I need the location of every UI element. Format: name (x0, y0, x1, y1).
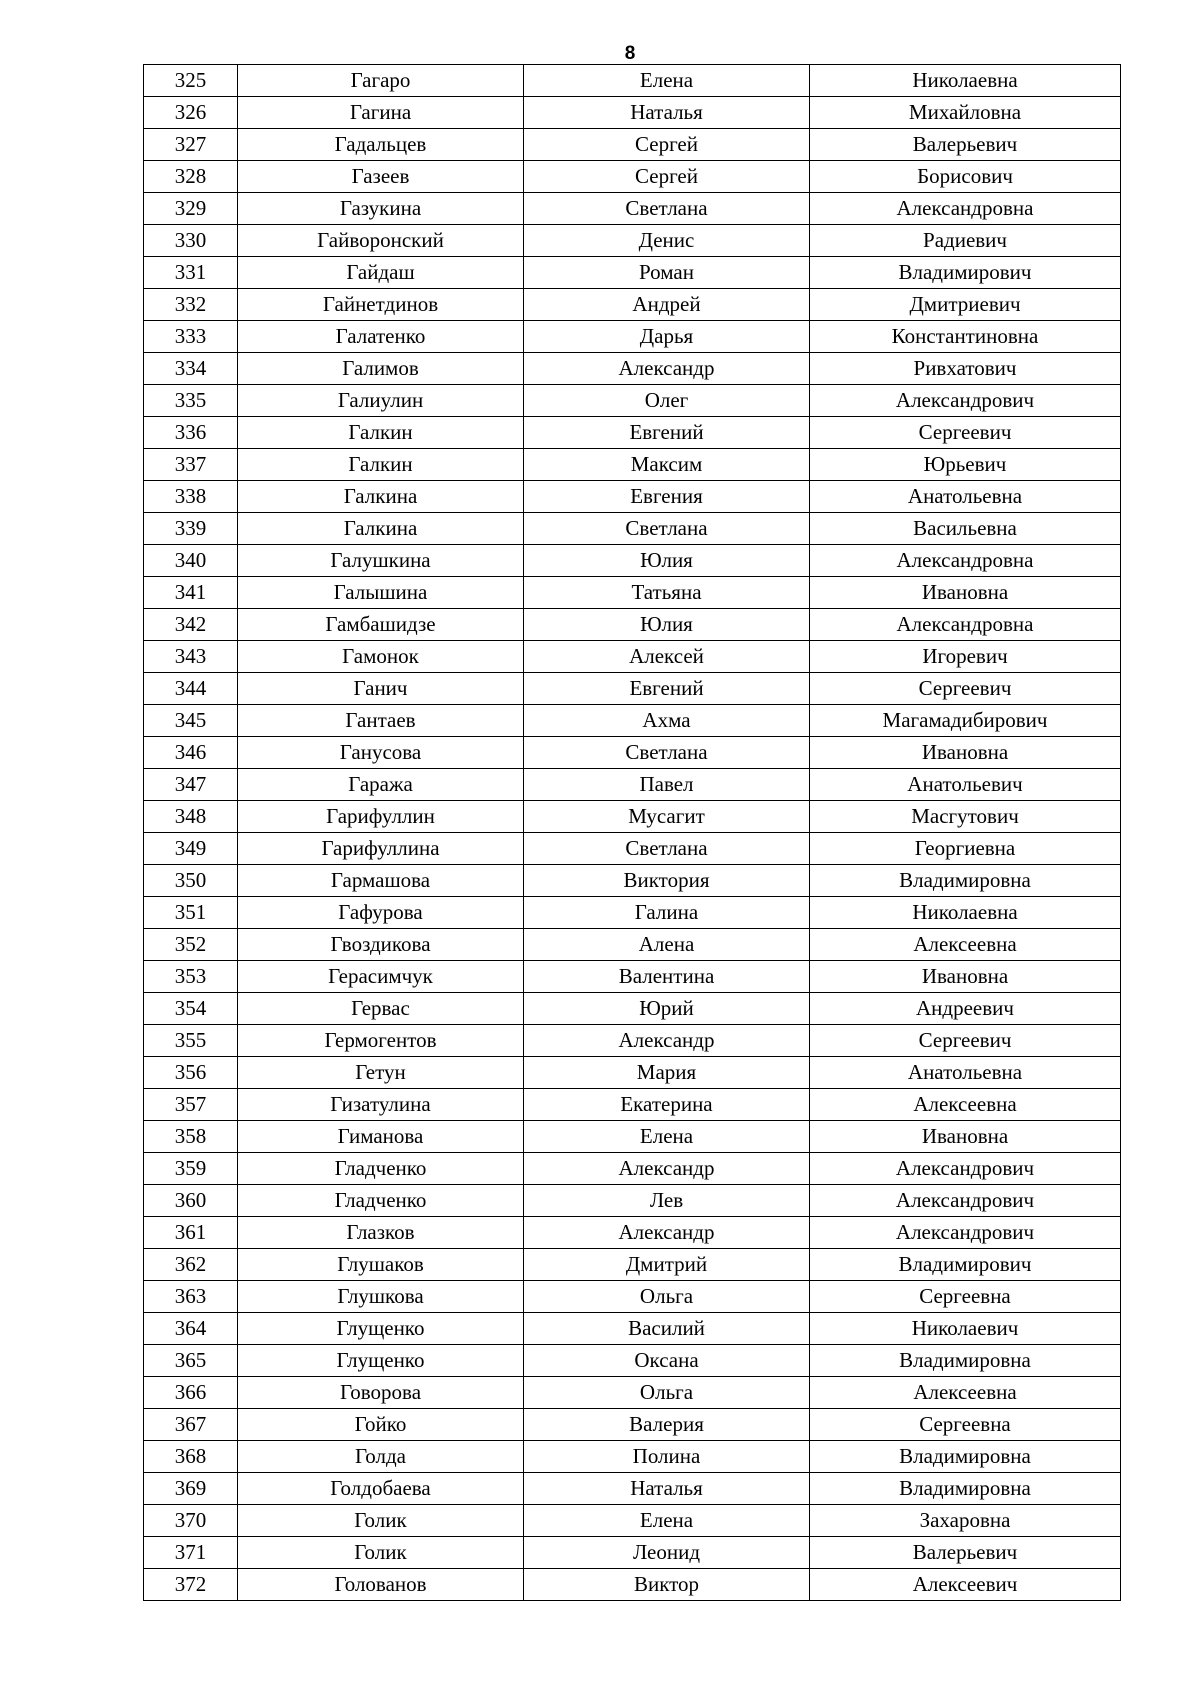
first-name-cell: Наталья (524, 1473, 810, 1505)
first-name-cell: Александр (524, 1025, 810, 1057)
surname-cell: Гадальцев (238, 129, 524, 161)
row-number: 330 (144, 225, 238, 257)
surname-cell: Глущенко (238, 1345, 524, 1377)
row-number: 366 (144, 1377, 238, 1409)
patronymic-cell: Алексеевич (810, 1569, 1121, 1601)
first-name-cell: Александр (524, 353, 810, 385)
surname-cell: Гладченко (238, 1185, 524, 1217)
table-row (144, 481, 1121, 513)
surname-cell: Газукина (238, 193, 524, 225)
first-name-cell: Юлия (524, 545, 810, 577)
table-row (144, 961, 1121, 993)
patronymic-cell: Валерьевич (810, 1537, 1121, 1569)
table-row (144, 1441, 1121, 1473)
surname-cell: Галиулин (238, 385, 524, 417)
surname-cell: Гвоздикова (238, 929, 524, 961)
table-row (144, 65, 1121, 97)
first-name-cell: Дарья (524, 321, 810, 353)
row-number: 355 (144, 1025, 238, 1057)
patronymic-cell: Михайловна (810, 97, 1121, 129)
table-row (144, 1249, 1121, 1281)
table-row (144, 609, 1121, 641)
table-row (144, 257, 1121, 289)
patronymic-cell: Александрович (810, 1217, 1121, 1249)
table-row (144, 897, 1121, 929)
patronymic-cell: Ривхатович (810, 353, 1121, 385)
first-name-cell: Алена (524, 929, 810, 961)
patronymic-cell: Александровна (810, 545, 1121, 577)
patronymic-cell: Александровна (810, 193, 1121, 225)
patronymic-cell: Сергеевич (810, 417, 1121, 449)
row-number: 363 (144, 1281, 238, 1313)
first-name-cell: Олег (524, 385, 810, 417)
table-row (144, 385, 1121, 417)
patronymic-cell: Алексеевна (810, 929, 1121, 961)
first-name-cell: Сергей (524, 161, 810, 193)
row-number: 332 (144, 289, 238, 321)
surname-cell: Гагина (238, 97, 524, 129)
surname-cell: Галкин (238, 449, 524, 481)
row-number: 364 (144, 1313, 238, 1345)
surname-cell: Гантаев (238, 705, 524, 737)
table-row (144, 545, 1121, 577)
table-row (144, 1313, 1121, 1345)
first-name-cell: Евгения (524, 481, 810, 513)
table-row (144, 97, 1121, 129)
row-number: 340 (144, 545, 238, 577)
row-number: 329 (144, 193, 238, 225)
row-number: 348 (144, 801, 238, 833)
table-row (144, 225, 1121, 257)
first-name-cell: Ахма (524, 705, 810, 737)
table-row (144, 1057, 1121, 1089)
surname-cell: Галушкина (238, 545, 524, 577)
row-number: 345 (144, 705, 238, 737)
table-row (144, 801, 1121, 833)
patronymic-cell: Анатольевна (810, 1057, 1121, 1089)
patronymic-cell: Александрович (810, 1185, 1121, 1217)
surname-cell: Гагаро (238, 65, 524, 97)
table-row (144, 1505, 1121, 1537)
row-number: 346 (144, 737, 238, 769)
patronymic-cell: Николаевна (810, 65, 1121, 97)
row-number: 351 (144, 897, 238, 929)
row-number: 350 (144, 865, 238, 897)
first-name-cell: Роман (524, 257, 810, 289)
patronymic-cell: Владимировна (810, 1473, 1121, 1505)
row-number: 339 (144, 513, 238, 545)
table-row (144, 1409, 1121, 1441)
row-number: 358 (144, 1121, 238, 1153)
first-name-cell: Светлана (524, 193, 810, 225)
patronymic-cell: Ивановна (810, 961, 1121, 993)
patronymic-cell: Александрович (810, 1153, 1121, 1185)
first-name-cell: Виктор (524, 1569, 810, 1601)
surname-cell: Говорова (238, 1377, 524, 1409)
table-row (144, 769, 1121, 801)
surname-cell: Гарифуллин (238, 801, 524, 833)
table-row (144, 417, 1121, 449)
surname-cell: Галышина (238, 577, 524, 609)
row-number: 326 (144, 97, 238, 129)
first-name-cell: Ольга (524, 1377, 810, 1409)
surname-cell: Глушкова (238, 1281, 524, 1313)
table-row (144, 129, 1121, 161)
row-number: 370 (144, 1505, 238, 1537)
row-number: 368 (144, 1441, 238, 1473)
first-name-cell: Валерия (524, 1409, 810, 1441)
row-number: 336 (144, 417, 238, 449)
page-number: 8 (624, 43, 636, 64)
patronymic-cell: Александровна (810, 609, 1121, 641)
patronymic-cell: Георгиевна (810, 833, 1121, 865)
surname-cell: Газеев (238, 161, 524, 193)
table-row (144, 449, 1121, 481)
patronymic-cell: Константиновна (810, 321, 1121, 353)
table-row (144, 1089, 1121, 1121)
surname-cell: Гарифуллина (238, 833, 524, 865)
surname-cell: Ганич (238, 673, 524, 705)
first-name-cell: Александр (524, 1217, 810, 1249)
patronymic-cell: Алексеевна (810, 1089, 1121, 1121)
first-name-cell: Татьяна (524, 577, 810, 609)
row-number: 335 (144, 385, 238, 417)
row-number: 372 (144, 1569, 238, 1601)
surname-cell: Гермогентов (238, 1025, 524, 1057)
surname-cell: Галимов (238, 353, 524, 385)
row-number: 360 (144, 1185, 238, 1217)
patronymic-cell: Николаевич (810, 1313, 1121, 1345)
patronymic-cell: Игоревич (810, 641, 1121, 673)
patronymic-cell: Сергеевна (810, 1281, 1121, 1313)
patronymic-cell: Васильевна (810, 513, 1121, 545)
row-number: 325 (144, 65, 238, 97)
first-name-cell: Светлана (524, 513, 810, 545)
patronymic-cell: Юрьевич (810, 449, 1121, 481)
table-row (144, 289, 1121, 321)
patronymic-cell: Валерьевич (810, 129, 1121, 161)
row-number: 371 (144, 1537, 238, 1569)
surname-cell: Голованов (238, 1569, 524, 1601)
patronymic-cell: Магамадибирович (810, 705, 1121, 737)
row-number: 344 (144, 673, 238, 705)
surname-cell: Гайнетдинов (238, 289, 524, 321)
first-name-cell: Екатерина (524, 1089, 810, 1121)
first-name-cell: Валентина (524, 961, 810, 993)
row-number: 365 (144, 1345, 238, 1377)
patronymic-cell: Владимирович (810, 257, 1121, 289)
first-name-cell: Полина (524, 1441, 810, 1473)
table-row (144, 321, 1121, 353)
patronymic-cell: Анатольевна (810, 481, 1121, 513)
surname-cell: Гервас (238, 993, 524, 1025)
table-row (144, 1153, 1121, 1185)
first-name-cell: Галина (524, 897, 810, 929)
first-name-cell: Мусагит (524, 801, 810, 833)
patronymic-cell: Николаевна (810, 897, 1121, 929)
first-name-cell: Дмитрий (524, 1249, 810, 1281)
table-row (144, 1217, 1121, 1249)
surname-cell: Голдобаева (238, 1473, 524, 1505)
surname-cell: Галкина (238, 481, 524, 513)
first-name-cell: Оксана (524, 1345, 810, 1377)
patronymic-cell: Радиевич (810, 225, 1121, 257)
patronymic-cell: Владимировна (810, 1441, 1121, 1473)
surname-cell: Гармашова (238, 865, 524, 897)
surname-cell: Гладченко (238, 1153, 524, 1185)
first-name-cell: Максим (524, 449, 810, 481)
table-row (144, 705, 1121, 737)
patronymic-cell: Ивановна (810, 577, 1121, 609)
patronymic-cell: Александрович (810, 385, 1121, 417)
patronymic-cell: Дмитриевич (810, 289, 1121, 321)
patronymic-cell: Ивановна (810, 1121, 1121, 1153)
surname-cell: Глущенко (238, 1313, 524, 1345)
patronymic-cell: Анатольевич (810, 769, 1121, 801)
row-number: 338 (144, 481, 238, 513)
patronymic-cell: Борисович (810, 161, 1121, 193)
table-row (144, 161, 1121, 193)
row-number: 334 (144, 353, 238, 385)
roster-body (144, 65, 1121, 1601)
row-number: 352 (144, 929, 238, 961)
surname-cell: Глазков (238, 1217, 524, 1249)
surname-cell: Голик (238, 1537, 524, 1569)
table-row (144, 353, 1121, 385)
patronymic-cell: Сергеевич (810, 673, 1121, 705)
first-name-cell: Леонид (524, 1537, 810, 1569)
row-number: 347 (144, 769, 238, 801)
row-number: 356 (144, 1057, 238, 1089)
first-name-cell: Мария (524, 1057, 810, 1089)
surname-cell: Галкина (238, 513, 524, 545)
first-name-cell: Юлия (524, 609, 810, 641)
table-row (144, 673, 1121, 705)
surname-cell: Гиманова (238, 1121, 524, 1153)
patronymic-cell: Сергеевна (810, 1409, 1121, 1441)
row-number: 337 (144, 449, 238, 481)
surname-cell: Голик (238, 1505, 524, 1537)
table-row (144, 1121, 1121, 1153)
surname-cell: Гетун (238, 1057, 524, 1089)
surname-cell: Гамонок (238, 641, 524, 673)
patronymic-cell: Ивановна (810, 737, 1121, 769)
table-row (144, 193, 1121, 225)
table-row (144, 577, 1121, 609)
first-name-cell: Василий (524, 1313, 810, 1345)
surname-cell: Гойко (238, 1409, 524, 1441)
patronymic-cell: Сергеевич (810, 1025, 1121, 1057)
table-row (144, 929, 1121, 961)
first-name-cell: Денис (524, 225, 810, 257)
surname-cell: Гизатулина (238, 1089, 524, 1121)
row-number: 353 (144, 961, 238, 993)
table-row (144, 1185, 1121, 1217)
row-number: 327 (144, 129, 238, 161)
first-name-cell: Лев (524, 1185, 810, 1217)
first-name-cell: Андрей (524, 289, 810, 321)
surname-cell: Герасимчук (238, 961, 524, 993)
row-number: 331 (144, 257, 238, 289)
first-name-cell: Сергей (524, 129, 810, 161)
table-row (144, 833, 1121, 865)
first-name-cell: Светлана (524, 833, 810, 865)
first-name-cell: Елена (524, 1505, 810, 1537)
patronymic-cell: Алексеевна (810, 1377, 1121, 1409)
row-number: 359 (144, 1153, 238, 1185)
row-number: 362 (144, 1249, 238, 1281)
row-number: 357 (144, 1089, 238, 1121)
first-name-cell: Светлана (524, 737, 810, 769)
row-number: 342 (144, 609, 238, 641)
first-name-cell: Елена (524, 65, 810, 97)
table-row (144, 1345, 1121, 1377)
surname-cell: Гафурова (238, 897, 524, 929)
first-name-cell: Ольга (524, 1281, 810, 1313)
patronymic-cell: Захаровна (810, 1505, 1121, 1537)
table-row (144, 1281, 1121, 1313)
table-row (144, 1537, 1121, 1569)
row-number: 333 (144, 321, 238, 353)
row-number: 349 (144, 833, 238, 865)
surname-cell: Гайдаш (238, 257, 524, 289)
surname-cell: Голда (238, 1441, 524, 1473)
table-row (144, 641, 1121, 673)
row-number: 328 (144, 161, 238, 193)
row-number: 361 (144, 1217, 238, 1249)
first-name-cell: Павел (524, 769, 810, 801)
first-name-cell: Наталья (524, 97, 810, 129)
surname-cell: Гаража (238, 769, 524, 801)
table-row (144, 865, 1121, 897)
first-name-cell: Юрий (524, 993, 810, 1025)
surname-cell: Галкин (238, 417, 524, 449)
first-name-cell: Евгений (524, 673, 810, 705)
table-row (144, 513, 1121, 545)
table-row (144, 1473, 1121, 1505)
first-name-cell: Евгений (524, 417, 810, 449)
first-name-cell: Елена (524, 1121, 810, 1153)
surname-cell: Гайворонский (238, 225, 524, 257)
surname-cell: Глушаков (238, 1249, 524, 1281)
patronymic-cell: Владимировна (810, 865, 1121, 897)
surname-cell: Гамбашидзе (238, 609, 524, 641)
table-row (144, 1377, 1121, 1409)
patronymic-cell: Андреевич (810, 993, 1121, 1025)
surname-cell: Ганусова (238, 737, 524, 769)
row-number: 341 (144, 577, 238, 609)
first-name-cell: Виктория (524, 865, 810, 897)
table-row (144, 1569, 1121, 1601)
row-number: 343 (144, 641, 238, 673)
patronymic-cell: Масгутович (810, 801, 1121, 833)
roster-table (143, 64, 1121, 1601)
patronymic-cell: Владимирович (810, 1249, 1121, 1281)
row-number: 354 (144, 993, 238, 1025)
patronymic-cell: Владимировна (810, 1345, 1121, 1377)
table-row (144, 993, 1121, 1025)
table-row (144, 1025, 1121, 1057)
first-name-cell: Александр (524, 1153, 810, 1185)
table-row (144, 737, 1121, 769)
first-name-cell: Алексей (524, 641, 810, 673)
row-number: 369 (144, 1473, 238, 1505)
row-number: 367 (144, 1409, 238, 1441)
surname-cell: Галатенко (238, 321, 524, 353)
